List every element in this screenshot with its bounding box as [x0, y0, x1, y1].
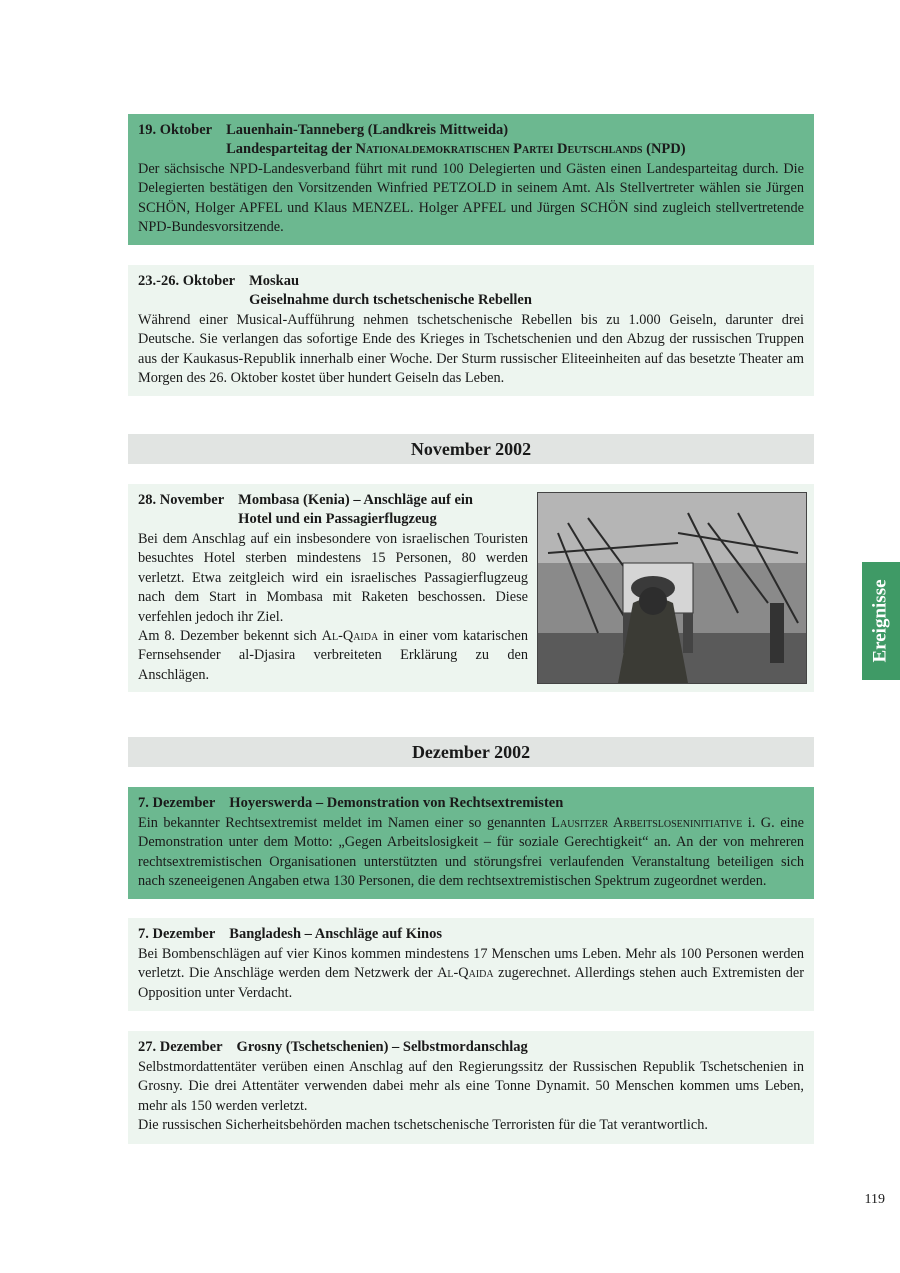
event-header — [138, 272, 804, 310]
event-title: Mombasa (Kenia) – Anschläge auf ein — [238, 492, 473, 508]
event-box-moskau — [128, 265, 814, 396]
event-box-grosny — [128, 1031, 814, 1144]
event-box-bangladesh — [128, 918, 814, 1011]
month-heading-november: November 2002 — [128, 434, 814, 464]
event-header — [138, 794, 804, 813]
event-title: Hoyerswerda – Demonstration von Rechtsextremisten — [229, 795, 564, 811]
page-number: 119 — [864, 1192, 885, 1207]
event-date: 19. Oktober — [138, 122, 213, 138]
event-title: Lauenhain-Tanneberg (Landkreis Mittweida) — [226, 122, 509, 138]
event-text-column — [138, 491, 528, 685]
event-paragraph: Bei dem Anschlag auf ein insbesondere von israelischen Touristen besuchtes Hotel sterben mindestens 15 Personen, 80 werden verletzt. Etwa zeitgleich wird ein israelisches Passagierflugzeug nach dem Start in Mombasa mit Raketen beschossen. Diese verfehlen jedoch ihr Ziel. — [138, 531, 528, 625]
event-date: 27. Dezember — [138, 1039, 223, 1055]
event-header — [138, 121, 804, 159]
event-title: Grosny (Tschetschenien) – Selbstmordanschlag — [236, 1039, 528, 1055]
event-text: Ein bekannter Rechtsextremist meldet im Namen einer so genannten Lausitzer Arbeitsloseninitiative i. G. eine Demonstration unter dem Motto: „Gegen Arbeitslosigkeit – für soziale Gerechtigkeit“ an. An der von mehreren rechtsextremistischen Organisationen unterstützten und störungsfrei verlaufenden Veranstaltung beteiligen sich nach szeneeigenen Angaben etwa 130 Personen, die dem rechtsextremistischen Spektrum zugeordnet werden. — [138, 815, 805, 890]
event-paragraph: Selbstmordattentäter verüben einen Anschlag auf den Regierungssitz der Russischen Republik Tschetschenien in Grosny. Die drei Attentäter verwenden dabei mehr als eine Tonne Dynamit. 50 Menschen kommen ums Leben, mehr als 150 werden verletzt. — [138, 1059, 804, 1114]
event-paragraph: Die russischen Sicherheitsbehörden machen tschetschenische Terroristen für die Tat verantwortlich. — [138, 1117, 708, 1134]
event-text: Während einer Musical-Aufführung nehmen tschetschenische Rebellen bis zu 1.000 Geiseln, darunter drei Deutsche. Sie verlangen das sofortige Ende des Krieges in Tschetschenien und den Abzug der russischen Truppen aus der Kaukasus-Republik innerhalb einer Woche. Der Sturm russischer Eliteeinheiten auf das besetzte Theater am Morgen des 26. Oktober kostet über hundert Geiseln das Leben. — [138, 312, 804, 387]
event-date: 7. Dezember — [138, 926, 216, 942]
event-header — [138, 925, 804, 944]
event-date: 28. November — [138, 492, 225, 508]
event-title: Moskau — [249, 273, 300, 289]
event-text: Der sächsische NPD-Landesverband führt mit rund 100 Delegierten und Gästen einen Landesparteitag durch. Die Delegierten bestätigen den Vorsitzenden Winfried PETZOLD in seinem Amt. Als Stellvertreter wählen sie Jürgen SCHÖN, Holger APFEL und Klaus MENZEL. Holger APFEL und Jürgen SCHÖN sind zugleich stellvertretende NPD-Bundesvorsitzende. — [138, 161, 804, 236]
photo-illustration — [538, 493, 806, 683]
news-photo-mombasa — [537, 492, 807, 684]
event-text: Bei Bombenschlägen auf vier Kinos kommen mindestens 17 Menschen ums Leben. Mehr als 100 Personen werden verletzt. Die Anschläge werden dem Netzwerk der Al-Qaida zugerechnet. Allerdings stehen auch Extremisten der Opposition unter Verdacht. — [138, 946, 805, 1001]
event-paragraph: Am 8. Dezember bekennt sich Al-Qaida in einer vom katarischen Fernsehsender al-Djasira verbreiteten Erklärung zu den Anschlägen. — [138, 628, 528, 683]
event-subtitle: Geiselnahme durch tschetschenische Rebellen — [249, 292, 532, 308]
event-text — [138, 530, 528, 685]
event-header — [138, 1038, 804, 1057]
section-tab-label: Ereignisse — [870, 579, 892, 663]
event-header — [138, 491, 528, 529]
month-heading-dezember: Dezember 2002 — [128, 737, 814, 767]
event-date: 7. Dezember — [138, 795, 216, 811]
event-title: Bangladesh – Anschläge auf Kinos — [229, 926, 443, 942]
event-box-hoyerswerda — [128, 787, 814, 899]
event-box-npd-landesparteitag — [128, 114, 814, 245]
event-subtitle: Hotel und ein Passagierflugzeug — [238, 511, 437, 527]
event-text — [138, 1058, 804, 1136]
event-subtitle: Landesparteitag der Nationaldemokratischen Partei Deutschlands (NPD) — [226, 141, 686, 157]
section-tab-ereignisse — [862, 562, 900, 680]
event-date: 23.-26. Oktober — [138, 273, 236, 289]
